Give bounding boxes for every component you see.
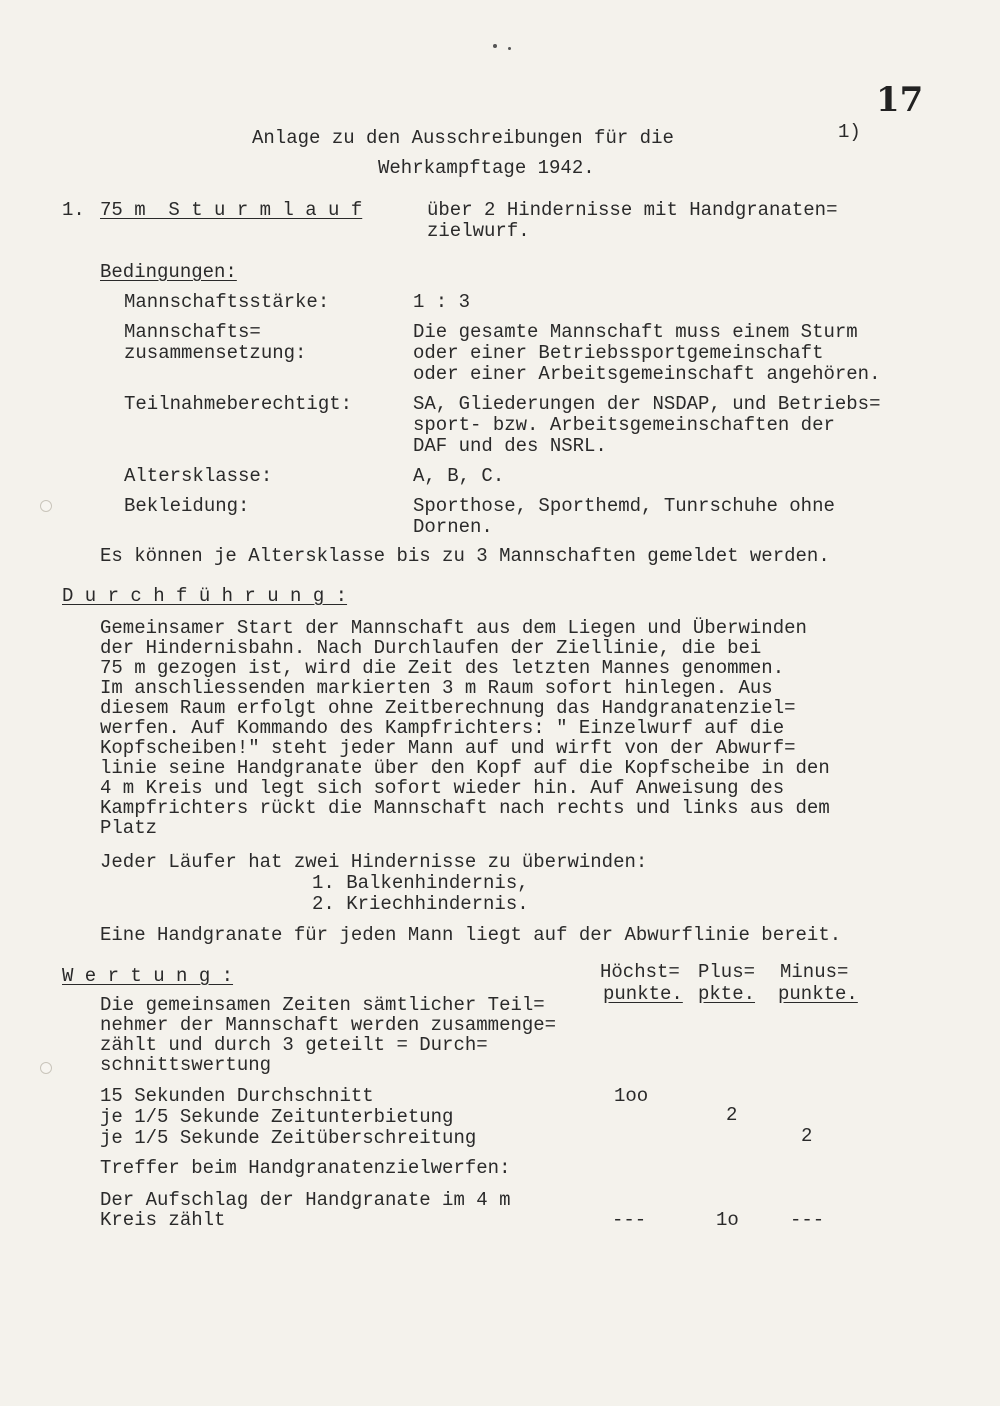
condition-value: oder einer Arbeitsgemeinschaft angehören.	[413, 363, 881, 385]
condition-value: Dornen.	[413, 516, 493, 538]
section-subtitle-1: über 2 Hindernisse mit Handgranaten=	[427, 199, 838, 221]
execution-line: diesem Raum erfolgt ohne Zeitberechnung das Handgranatenziel=	[100, 697, 796, 719]
col-header-minus: Minus=	[780, 961, 849, 983]
execution-line: Kopfscheiben!" steht jeder Mann auf und wirft von der Abwurf=	[100, 737, 796, 759]
condition-label: Bekleidung:	[124, 495, 250, 517]
condition-label: Teilnahmeberechtigt:	[124, 393, 353, 415]
scoring-row-minus: 2	[801, 1125, 813, 1147]
hits-heading: Treffer beim Handgranatenzielwerfen:	[100, 1157, 511, 1179]
obstacle-item: 1. Balkenhindernis,	[312, 872, 529, 894]
obstacle-item: 2. Kriechhindernis.	[312, 893, 529, 915]
condition-label: Mannschaftsstärke:	[124, 291, 330, 313]
hit-label-line: Kreis zählt	[100, 1209, 226, 1231]
condition-value: sport- bzw. Arbeitsgemeinschaften der	[413, 414, 835, 436]
hit-value-minus: ---	[790, 1209, 825, 1231]
grenade-note: Eine Handgranate für jeden Mann liegt auf der Abwurflinie bereit.	[100, 924, 842, 946]
scoring-intro-line: Die gemeinsamen Zeiten sämtlicher Teil=	[100, 994, 545, 1016]
obstacles-intro: Jeder Läufer hat zwei Hindernisse zu überwinden:	[100, 851, 648, 873]
col-header-hoechst-2: punkte.	[603, 983, 683, 1005]
execution-heading: D u r c h f ü h r u n g :	[62, 585, 348, 607]
hit-label-line: Der Aufschlag der Handgranate im 4 m	[100, 1189, 511, 1211]
scoring-row-hoechst: 1oo	[614, 1085, 649, 1107]
col-header-minus-2: punkte.	[778, 983, 858, 1005]
col-header-hoechst: Höchst=	[600, 961, 680, 983]
page-number: 17	[876, 80, 924, 120]
execution-line: 75 m gezogen ist, wird die Zeit des letzten Mannes genommen.	[100, 657, 785, 679]
condition-label: Altersklasse:	[124, 465, 273, 487]
scoring-intro-line: zählt und durch 3 geteilt = Durch=	[100, 1034, 488, 1056]
paper-speck	[508, 47, 511, 50]
condition-value: SA, Gliederungen der NSDAP, und Betriebs=	[413, 393, 881, 415]
scoring-intro-line: schnittswertung	[100, 1054, 272, 1076]
execution-line: werfen. Auf Kommando des Kampfrichters: " Einzelwurf auf die	[100, 717, 785, 739]
section-title: 75 m S t u r m l a u f	[100, 199, 363, 221]
scoring-row-label: je 1/5 Sekunde Zeitunterbietung	[100, 1106, 454, 1128]
hit-value-hoechst: ---	[612, 1209, 647, 1231]
section-number: 1.	[62, 199, 85, 221]
col-header-plus: Plus=	[698, 961, 756, 983]
scoring-intro-line: nehmer der Mannschaft werden zusammenge=	[100, 1014, 557, 1036]
execution-line: der Hindernisbahn. Nach Durchlaufen der Ziellinie, die bei	[100, 637, 762, 659]
scoring-row-label: 15 Sekunden Durchschnitt	[100, 1085, 374, 1107]
condition-value: oder einer Betriebssportgemeinschaft	[413, 342, 824, 364]
section-subtitle-2: zielwurf.	[427, 220, 530, 242]
scoring-row-label: je 1/5 Sekunde Zeitüberschreitung	[100, 1127, 477, 1149]
execution-line: 4 m Kreis und legt sich sofort wieder hin. Auf Anweisung des	[100, 777, 785, 799]
execution-line: Platz	[100, 817, 158, 839]
col-header-plus-2: pkte.	[698, 983, 756, 1005]
hit-value-plus: 1o	[716, 1209, 739, 1231]
header-line-2: Wehrkampftage 1942.	[378, 157, 595, 179]
punch-hole	[40, 1062, 52, 1074]
execution-line: Kampfrichters rückt die Mannschaft nach rechts und links aus dem	[100, 797, 830, 819]
condition-value: Die gesamte Mannschaft muss einem Sturm	[413, 321, 858, 343]
condition-value: DAF und des NSRL.	[413, 435, 607, 457]
paper-speck	[493, 44, 497, 48]
conditions-note: Es können je Altersklasse bis zu 3 Mannschaften gemeldet werden.	[100, 545, 830, 567]
execution-line: Im anschliessenden markierten 3 m Raum sofort hinlegen. Aus	[100, 677, 773, 699]
condition-value: A, B, C.	[413, 465, 505, 487]
annex-marker: 1)	[838, 121, 861, 143]
condition-label: Mannschafts=	[124, 321, 261, 343]
condition-value: 1 : 3	[413, 291, 471, 313]
conditions-heading: Bedingungen:	[100, 261, 237, 283]
scoring-heading: W e r t u n g :	[62, 965, 234, 987]
header-line-1: Anlage zu den Ausschreibungen für die	[252, 127, 674, 149]
execution-line: Gemeinsamer Start der Mannschaft aus dem Liegen und Überwinden	[100, 617, 807, 639]
scoring-row-plus: 2	[726, 1104, 738, 1126]
condition-label: zusammensetzung:	[124, 342, 307, 364]
execution-line: linie seine Handgranate über den Kopf auf die Kopfscheibe in den	[100, 757, 830, 779]
condition-value: Sporthose, Sporthemd, Tunrschuhe ohne	[413, 495, 835, 517]
punch-hole	[40, 500, 52, 512]
